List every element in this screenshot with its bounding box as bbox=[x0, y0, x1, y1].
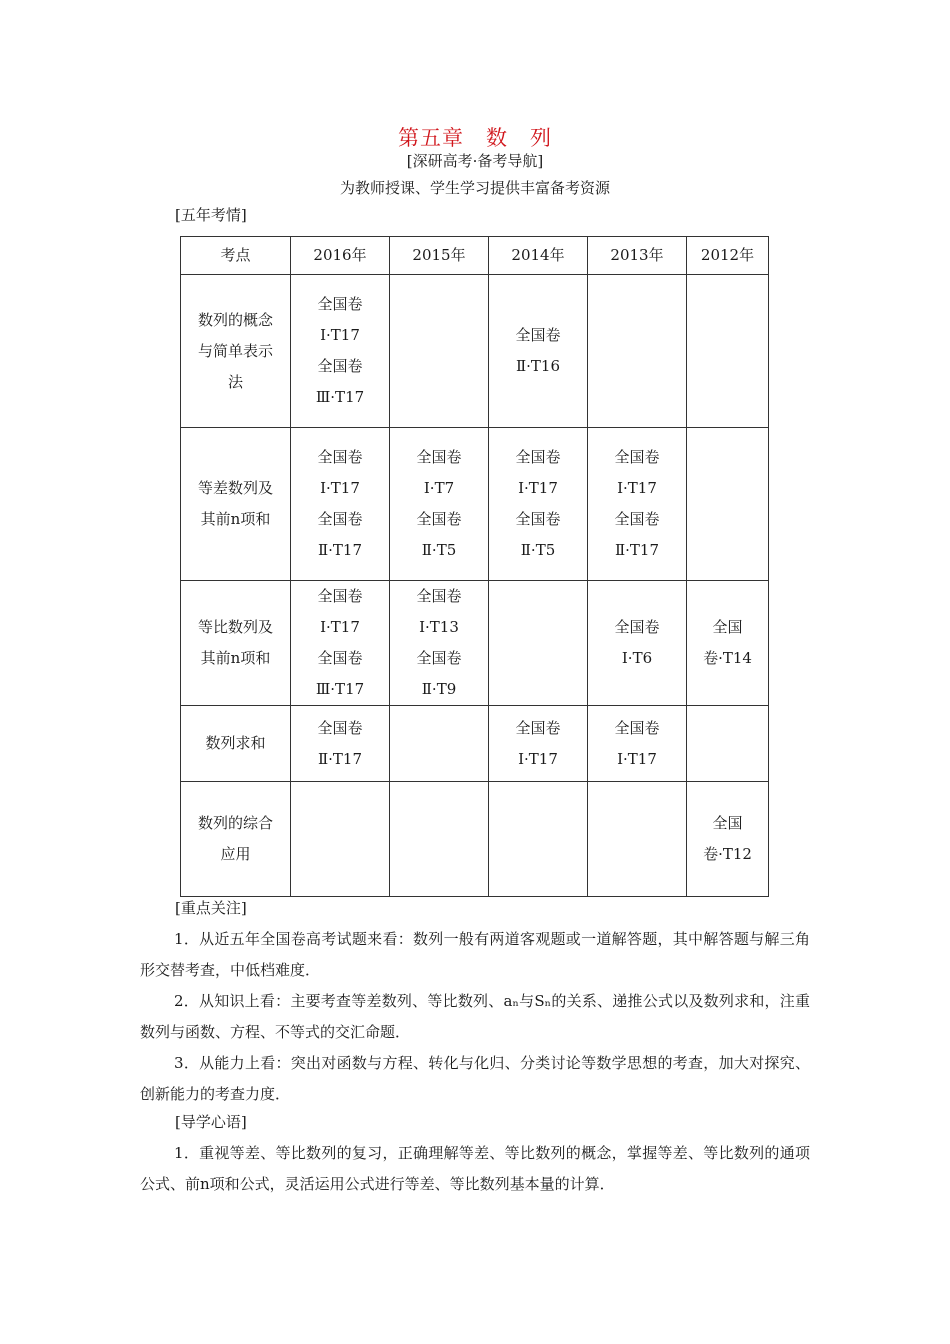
topic-line: 其前n项和 bbox=[200, 510, 271, 528]
exam-ref: 全国卷 bbox=[317, 448, 363, 466]
exam-ref: Ⅰ·T17 bbox=[518, 749, 558, 768]
topic-line: 数列求和 bbox=[205, 734, 266, 752]
exam-cell bbox=[390, 581, 489, 706]
exam-ref: 全国卷 bbox=[515, 326, 561, 344]
exam-cell bbox=[588, 275, 687, 428]
exam-ref: Ⅰ·T17 bbox=[518, 479, 558, 497]
exam-cell bbox=[687, 275, 769, 428]
exam-cell bbox=[588, 782, 687, 897]
exam-cell bbox=[291, 706, 390, 782]
header-cell: 2016年 bbox=[291, 237, 390, 275]
exam-ref: 全国卷 bbox=[416, 649, 462, 667]
table-row bbox=[181, 275, 769, 428]
exam-ref: 全国卷 bbox=[515, 510, 561, 528]
topic-line: 应用 bbox=[220, 845, 251, 863]
exam-ref: Ⅱ·T17 bbox=[614, 541, 660, 559]
exam-ref: 全国卷 bbox=[416, 587, 462, 605]
exam-table bbox=[180, 236, 769, 897]
exam-cell bbox=[390, 782, 489, 897]
exam-ref: Ⅰ·T7 bbox=[423, 479, 455, 497]
topic-cell bbox=[181, 706, 291, 782]
exam-ref: Ⅰ·T17 bbox=[320, 326, 360, 344]
topic-line: 等差数列及 bbox=[197, 479, 273, 497]
exam-cell bbox=[489, 706, 588, 782]
exam-cell bbox=[489, 275, 588, 428]
exam-cell bbox=[588, 706, 687, 782]
exam-ref: Ⅲ·T17 bbox=[315, 680, 365, 698]
exam-ref: Ⅱ·T17 bbox=[317, 749, 363, 768]
exam-ref: 全国卷 bbox=[317, 295, 363, 313]
exam-ref: 卷·T12 bbox=[703, 845, 752, 863]
exam-ref: Ⅱ·T9 bbox=[421, 680, 457, 698]
topic-line: 其前n项和 bbox=[200, 649, 271, 667]
exam-cell bbox=[489, 782, 588, 897]
topic-cell bbox=[181, 581, 291, 706]
exam-ref: 全国卷 bbox=[317, 587, 363, 605]
exam-ref: Ⅰ·T17 bbox=[320, 618, 360, 636]
exam-cell bbox=[687, 782, 769, 897]
exam-ref: 全国卷 bbox=[614, 718, 660, 737]
exam-ref: Ⅱ·T17 bbox=[317, 541, 363, 559]
exam-ref: Ⅰ·T17 bbox=[320, 479, 360, 497]
header-cell: 2014年 bbox=[489, 237, 588, 275]
topic-cell bbox=[181, 275, 291, 428]
exam-cell bbox=[687, 428, 769, 581]
chapter-title: 第五章 数 列 bbox=[398, 126, 552, 150]
exam-cell bbox=[687, 581, 769, 706]
topic-line: 数列的综合 bbox=[197, 814, 273, 832]
exam-ref: 全国卷 bbox=[317, 718, 363, 737]
table-header-row bbox=[181, 237, 769, 275]
focus-paragraph-3: 3．从能力上看：突出对函数与方程、转化与化归、分类讨论等数学思想的考查，加大对探究、创新能力的考查力度． bbox=[140, 1054, 810, 1103]
exam-ref: Ⅱ·T5 bbox=[520, 541, 556, 559]
exam-cell bbox=[390, 706, 489, 782]
section-exam-heading: [五年考情] bbox=[175, 206, 247, 224]
exam-cell bbox=[291, 275, 390, 428]
exam-cell bbox=[687, 706, 769, 782]
exam-ref: Ⅰ·T13 bbox=[419, 618, 459, 636]
exam-ref: 全国卷 bbox=[317, 510, 363, 528]
exam-cell bbox=[291, 428, 390, 581]
exam-ref: 卷·T14 bbox=[703, 649, 752, 667]
table-row bbox=[181, 706, 769, 782]
topic-cell bbox=[181, 428, 291, 581]
subtitle-resources: 为教师授课、学生学习提供丰富备考资源 bbox=[339, 179, 610, 197]
table-row bbox=[181, 428, 769, 581]
exam-cell bbox=[390, 428, 489, 581]
topic-line: 与简单表示 bbox=[197, 341, 273, 360]
exam-ref: 全国卷 bbox=[614, 510, 660, 528]
header-cell: 2012年 bbox=[687, 237, 769, 275]
topic-line: 数列的概念 bbox=[197, 310, 273, 329]
exam-ref: 全国卷 bbox=[317, 357, 363, 375]
topic-line: 等比数列及 bbox=[197, 618, 273, 636]
header-cell: 2013年 bbox=[588, 237, 687, 275]
focus-paragraph-2: 2．从知识上看：主要考查等差数列、等比数列、aₙ与Sₙ的关系、递推公式以及数列求和，注重数列与函数、方程、不等式的交汇命题． bbox=[140, 992, 810, 1041]
table-row bbox=[181, 581, 769, 706]
exam-cell bbox=[291, 581, 390, 706]
exam-cell bbox=[291, 782, 390, 897]
exam-cell bbox=[390, 275, 489, 428]
exam-ref: 全国卷 bbox=[614, 618, 660, 636]
exam-ref: 全国卷 bbox=[416, 448, 462, 466]
exam-ref: Ⅰ·T17 bbox=[617, 479, 657, 497]
exam-ref: Ⅲ·T17 bbox=[315, 388, 365, 406]
guide-paragraph-1: 1．重视等差、等比数列的复习，正确理解等差、等比数列的概念，掌握等差、等比数列的通项公式、前n项和公式，灵活运用公式进行等差、等比数列基本量的计算． bbox=[140, 1144, 810, 1193]
exam-ref: 全国卷 bbox=[317, 649, 363, 667]
header-cell: 2015年 bbox=[390, 237, 489, 275]
topic-line: 法 bbox=[227, 372, 243, 391]
topic-cell bbox=[181, 782, 291, 897]
subtitle: [深研高考·备考导航] bbox=[406, 152, 544, 170]
exam-ref: 全国卷 bbox=[515, 448, 561, 466]
exam-cell bbox=[489, 581, 588, 706]
exam-ref: 全国 bbox=[712, 814, 743, 832]
exam-ref: 全国卷 bbox=[515, 718, 561, 737]
table-body bbox=[181, 275, 769, 897]
exam-ref: 全国卷 bbox=[614, 448, 660, 466]
focus-paragraph-1: 1．从近五年全国卷高考试题来看：数列一般有两道客观题或一道解答题，其中解答题与解三角形交替考查，中低档难度． bbox=[140, 930, 810, 979]
exam-cell bbox=[588, 581, 687, 706]
header-cell: 考点 bbox=[181, 237, 291, 275]
exam-ref: 全国 bbox=[712, 618, 743, 636]
exam-ref: Ⅱ·T5 bbox=[421, 541, 457, 559]
exam-ref: Ⅱ·T16 bbox=[515, 357, 561, 375]
exam-ref: Ⅰ·T6 bbox=[621, 649, 653, 667]
exam-ref: 全国卷 bbox=[416, 510, 462, 528]
exam-ref: Ⅰ·T17 bbox=[617, 749, 657, 768]
table-row bbox=[181, 782, 769, 897]
section-guide-heading: [导学心语] bbox=[175, 1113, 247, 1131]
exam-cell bbox=[588, 428, 687, 581]
section-focus-heading: [重点关注] bbox=[175, 899, 247, 917]
exam-cell bbox=[489, 428, 588, 581]
